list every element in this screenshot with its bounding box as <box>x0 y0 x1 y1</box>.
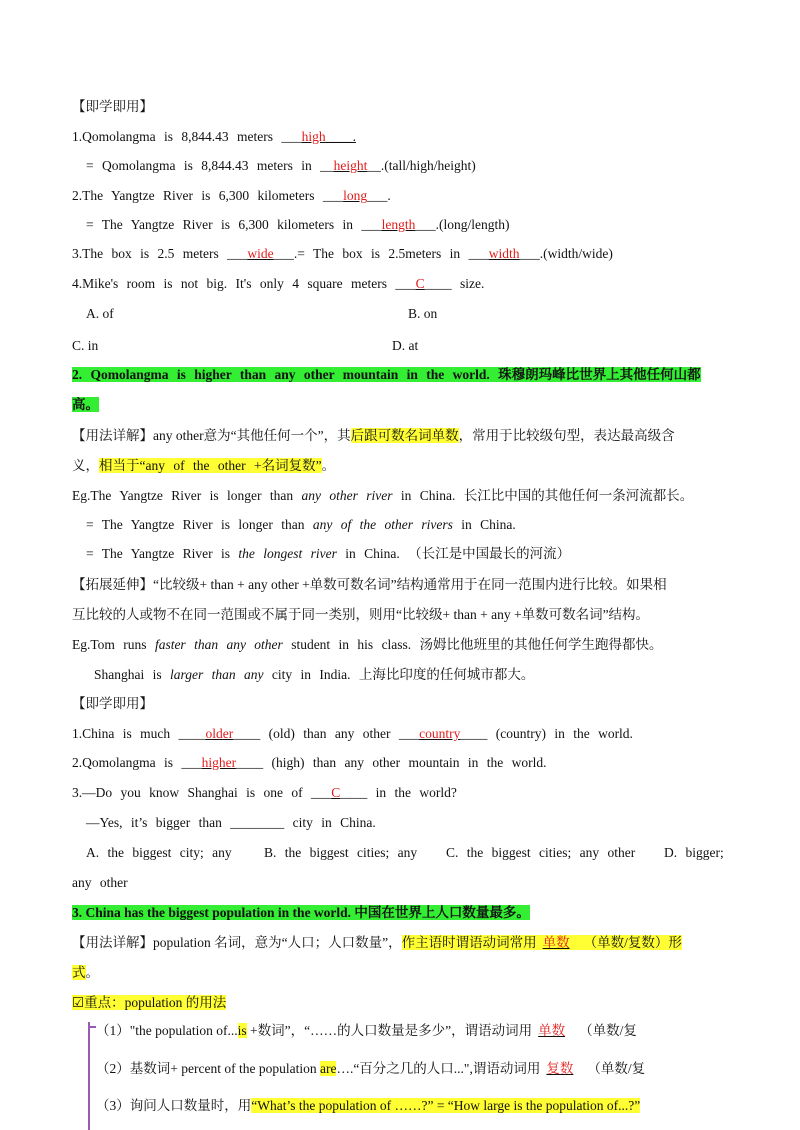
question-2-1 <box>72 725 633 743</box>
usage-3-line-2 <box>72 964 99 982</box>
usage-line-1 <box>72 427 675 445</box>
usage-text: 【用法详解】any other意为“其他任何一个”，其 <box>72 428 351 443</box>
example-italic: the longest river <box>238 546 337 561</box>
question-text: ____. <box>325 129 356 144</box>
example-4 <box>72 636 663 654</box>
question-text: ____ (country) in the world. <box>460 726 633 741</box>
question-text: 2.Qomolangma is ___ <box>72 755 202 770</box>
example-text: in China. （长江是中国最长的河流） <box>336 546 571 561</box>
question-text: ___.(width/wide) <box>519 246 613 261</box>
option-a: A. of <box>86 306 114 321</box>
question-4 <box>72 275 484 293</box>
question-2-3 <box>72 784 457 802</box>
answer: high <box>301 129 326 144</box>
question-2-3b: —Yes, it’s bigger than ________ city in China. <box>86 815 376 830</box>
option-b: B. on <box>408 306 438 321</box>
usage-text: 。 <box>85 965 99 980</box>
usage-3-line-1 <box>72 934 682 952</box>
example-italic: any of the other rivers <box>312 517 453 532</box>
question-text: = The Yangtze River is 6,300 kilometers in ___ <box>86 217 382 232</box>
point-2-title <box>72 366 701 384</box>
highlight-text: 式 <box>72 965 86 980</box>
example-text: Shanghai is <box>94 667 170 682</box>
highlight-text: 相当于“any of the other +名词复数” <box>99 458 322 473</box>
usage-text: ，常用于比较级句型，表达最高级含 <box>458 428 675 443</box>
option-b: B. the biggest cities; any <box>264 845 418 860</box>
example-italic: larger than any <box>170 667 264 682</box>
question-text: ___.= The box is 2.5meters in ___ <box>273 246 489 261</box>
answer: wide <box>247 246 274 261</box>
answer: long <box>343 188 368 203</box>
key-point-heading <box>72 994 226 1012</box>
highlight-text: are <box>319 1061 337 1076</box>
highlight-text: 后跟可数名词单数 <box>350 428 459 443</box>
example-text: in China. 长江比中国的其他任何一条河流都长。 <box>392 488 694 503</box>
question-text: ____ size. <box>424 276 485 291</box>
usage-line-2 <box>72 457 335 475</box>
option-c: C. the biggest cities; any other <box>446 845 636 860</box>
option-d: D. bigger; <box>664 845 724 860</box>
answer: height <box>333 158 368 173</box>
question-text: 2.The Yangtze River is 6,300 kilometers ___ <box>72 188 344 203</box>
question-3 <box>72 245 613 263</box>
question-text: = Qomolangma is 8,844.43 meters in __ <box>86 158 334 173</box>
option-a: A. the biggest city; any <box>86 845 232 860</box>
example-1 <box>72 487 693 505</box>
question-2-2 <box>72 754 546 772</box>
key-text: （3）询问人口数量时，用 <box>96 1098 252 1113</box>
answer: C <box>415 276 425 291</box>
question-text: ____ in the world? <box>340 785 457 800</box>
answer: width <box>488 246 520 261</box>
usage-text: 义， <box>72 458 99 473</box>
extension-line-1: 【拓展延伸】“比较级+ than + any other +单数可数名词”结构通常用于在同一范围内进行比较。如果相 <box>72 577 667 592</box>
answer: country <box>419 726 461 741</box>
question-text: 1.China is much ____ <box>72 726 206 741</box>
option-c: C. in <box>72 338 99 353</box>
example-3 <box>86 545 570 563</box>
question-text: __.(tall/high/height) <box>367 158 476 173</box>
highlight-text: 作主语时谓语动词常用 <box>401 935 537 950</box>
option-d: D. at <box>392 338 419 353</box>
key-item-3 <box>96 1097 640 1115</box>
question-2a <box>72 187 391 205</box>
key-text: +数词”，“……的人口数量是多少”，谓语动词用 <box>246 1023 533 1038</box>
highlight-text: “What’s the population of ……?” = “How large is the population of...?” <box>251 1098 641 1113</box>
key-text: ☑重点：population 的用法 <box>72 995 227 1010</box>
extension-line-2: 互比较的人或物不在同一范围或不属于同一类别，则用“比较级+ than + any +单数可数名词”结构。 <box>72 607 650 622</box>
question-text: ____ (high) than any other mountain in the world. <box>236 755 547 770</box>
option-d-cont: any other <box>72 875 128 890</box>
example-italic: faster than any other <box>154 637 283 652</box>
question-text: ___.(long/length) <box>415 217 510 232</box>
highlight-text: （单数/复数）形 <box>583 935 682 950</box>
heading-practice-1: 【即学即用】 <box>72 99 153 114</box>
question-text: ___. <box>367 188 391 203</box>
example-text: Eg.The Yangtze River is longer than <box>72 488 302 503</box>
key-text: ….“百分之几的人口...",谓语动词用 <box>336 1061 541 1076</box>
question-text: 4.Mike's room is not big. It's only 4 square meters ___ <box>72 276 416 291</box>
point-3-title <box>72 904 530 922</box>
question-text: 1.Qomolangma is 8,844.43 meters ___ <box>72 129 302 144</box>
example-text: = The Yangtze River is longer than <box>86 517 313 532</box>
key-item-2 <box>96 1060 645 1078</box>
bracket-tick <box>88 1026 96 1028</box>
usage-text: 。 <box>321 458 336 473</box>
key-text: （单数/复 <box>587 1061 646 1076</box>
answer: older <box>205 726 234 741</box>
example-italic: any other river <box>301 488 393 503</box>
key-text: （单数/复 <box>579 1023 637 1038</box>
question-2b <box>86 216 509 234</box>
example-text: city in India. 上海比印度的任何城市都大。 <box>263 667 535 682</box>
answer: length <box>381 217 416 232</box>
highlight-text: is <box>237 1023 247 1038</box>
answer: 复数 <box>546 1061 574 1076</box>
usage-text: 【用法详解】population 名词，意为“人口；人口数量”， <box>72 935 402 950</box>
answer: 单数 <box>538 1023 566 1038</box>
question-text: 3.The box is 2.5 meters ___ <box>72 246 248 261</box>
example-text: = The Yangtze River is <box>86 546 239 561</box>
example-text: in China. <box>452 517 516 532</box>
answer: higher <box>201 755 237 770</box>
example-5 <box>94 666 534 684</box>
title-text: 2. Qomolangma is higher than any other mountain in the world. 珠穆朗玛峰比世界上其他任何山都 <box>72 367 701 382</box>
key-item-1 <box>96 1022 637 1040</box>
question-text: 3.—Do you know Shanghai is one of ___ <box>72 785 332 800</box>
question-1a <box>72 128 356 146</box>
bracket-line <box>88 1022 90 1130</box>
title-text: 高。 <box>72 397 99 412</box>
question-text: ____ (old) than any other ___ <box>233 726 420 741</box>
key-text: （1）"the population of... <box>96 1023 238 1038</box>
title-text: 3. China has the biggest population in the world. 中国在世界上人口数量最多。 <box>72 905 530 920</box>
question-1b <box>86 157 476 175</box>
point-2-title-cont <box>72 396 99 414</box>
answer: C <box>331 785 341 800</box>
key-text: （2）基数词+ percent of the population <box>96 1061 320 1076</box>
answer: 单数 <box>537 935 584 950</box>
example-text: student in his class. 汤姆比他班里的其他任何学生跑得都快。 <box>282 637 663 652</box>
heading-practice-2: 【即学即用】 <box>72 696 153 711</box>
example-text: Eg.Tom runs <box>72 637 155 652</box>
example-2 <box>86 516 516 534</box>
